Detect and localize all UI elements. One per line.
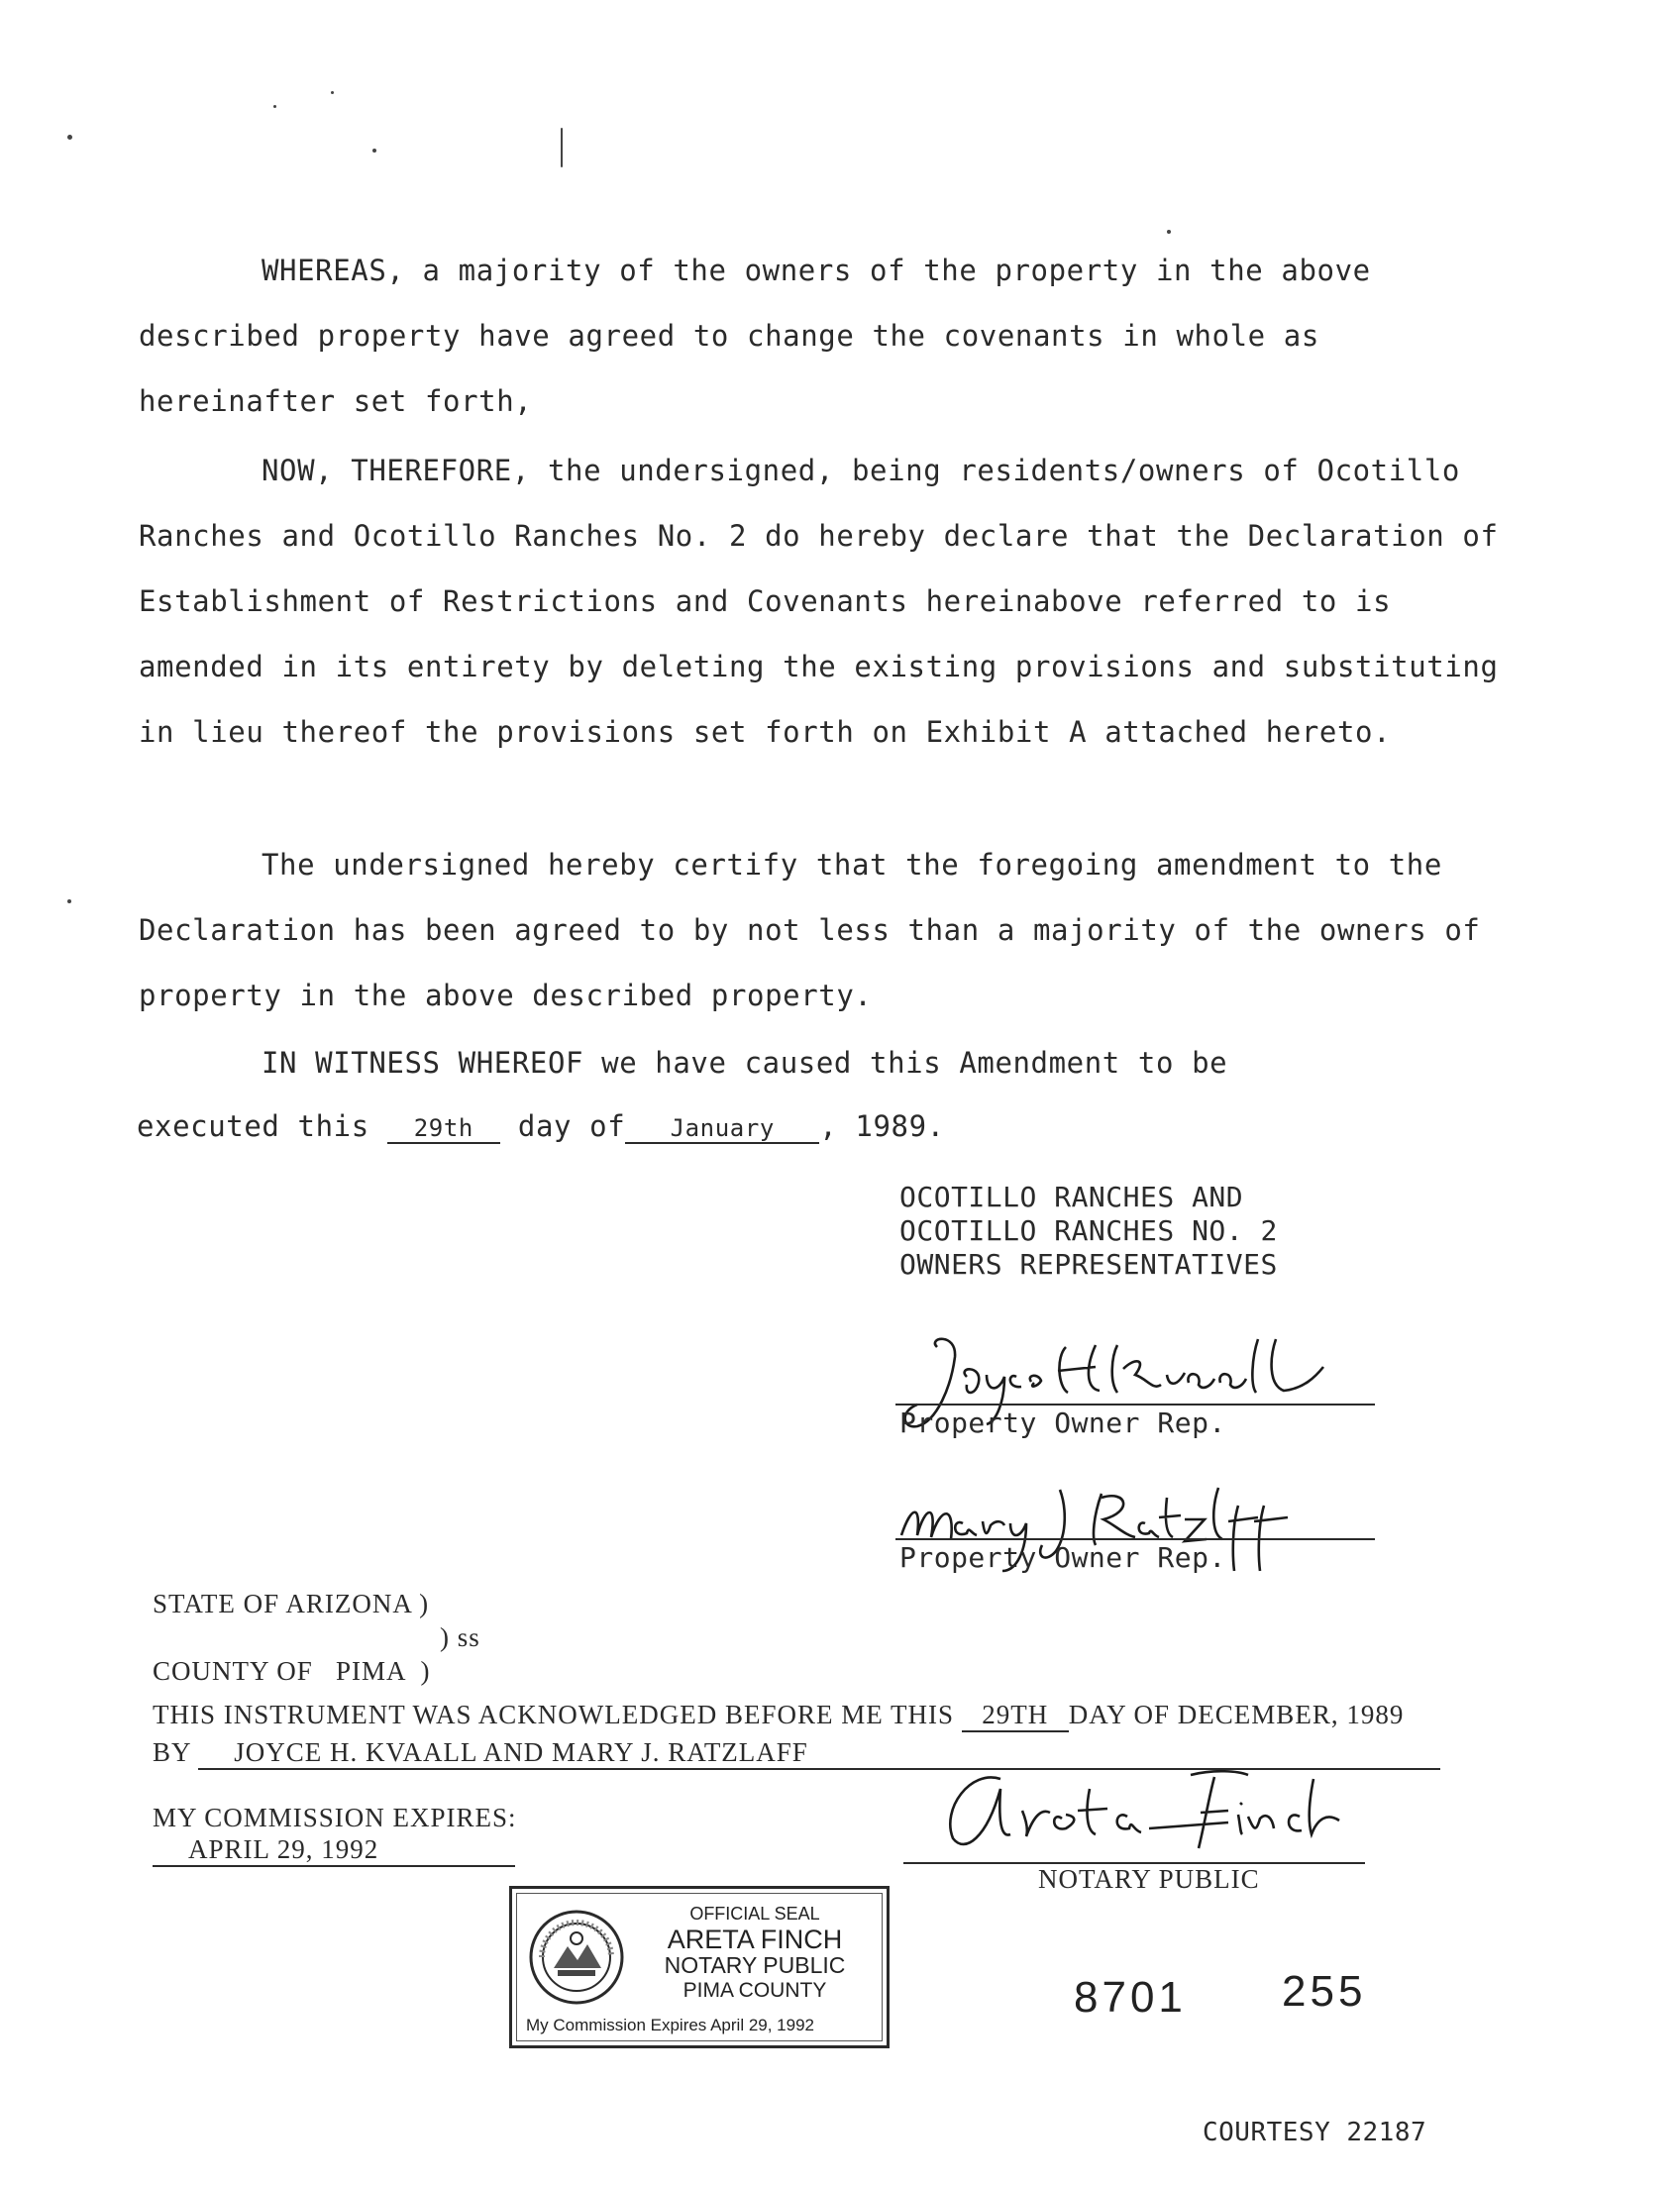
whereas-paragraph <box>139 238 1525 434</box>
acknowledgment-line <box>153 1700 1404 1732</box>
scan-speck <box>67 899 71 903</box>
courtesy-footer: COURTESY 22187 <box>1203 2118 1427 2147</box>
organization-line-1: OCOTILLO RANCHES AND <box>899 1181 1244 1213</box>
commission-date: APRIL 29, 1992 <box>153 1834 515 1867</box>
organization-block <box>899 1181 1278 1282</box>
seal-notary-public: NOTARY PUBLIC <box>664 1952 846 1978</box>
execution-month-field: January <box>625 1114 819 1144</box>
scan-speck <box>67 135 72 140</box>
scan-speck <box>372 149 376 153</box>
seal-notary-name: ARETA FINCH <box>667 1925 843 1954</box>
scan-speck <box>561 128 563 167</box>
ss-line: ) ss <box>440 1622 480 1652</box>
scan-speck <box>1167 230 1171 234</box>
acknowledgment-day-field: 29TH <box>962 1700 1069 1732</box>
signature-areta-finch <box>931 1759 1347 1858</box>
execution-mid: day of <box>517 1109 626 1143</box>
scan-speck <box>331 91 334 94</box>
county-line: COUNTY OF PIMA ) <box>153 1656 431 1686</box>
seal-county: PIMA COUNTY <box>682 1979 827 2002</box>
organization-line-2: OCOTILLO RANCHES NO. 2 <box>899 1214 1278 1247</box>
signature-label-2: Property Owner Rep. <box>899 1541 1226 1574</box>
record-book-number: 8701 <box>1074 1973 1187 2022</box>
commission-label: MY COMMISSION EXPIRES: <box>153 1803 517 1832</box>
whereas-text: WHEREAS, a majority of the owners of the property in the above described property have agreed to change the covenants in whole as hereinafter set forth, <box>139 254 1371 418</box>
organization-line-3: OWNERS REPRESENTATIVES <box>899 1248 1278 1281</box>
by-label: BY <box>153 1737 191 1767</box>
signature-line-2 <box>895 1538 1375 1540</box>
certify-paragraph <box>139 832 1525 1028</box>
witness-paragraph <box>139 1030 1525 1095</box>
official-seal-stamp <box>509 1886 890 2048</box>
signature-line-1 <box>895 1404 1375 1406</box>
scan-speck <box>273 105 276 108</box>
witness-text: IN WITNESS WHEREOF we have caused this Amendment to be <box>262 1046 1228 1080</box>
acknowledgment-suffix: DAY OF DECEMBER, 1989 <box>1068 1700 1405 1729</box>
by-names: JOYCE H. KVAALL AND MARY J. RATZLAFF <box>198 1737 1440 1770</box>
seal-title: OFFICIAL SEAL <box>689 1904 820 1924</box>
record-page-number: 255 <box>1282 1967 1367 2016</box>
certify-text: The undersigned hereby certify that the foregoing amendment to the Declaration has been agreed to by not less than a majority of the owners of property in the above described property. <box>139 848 1481 1012</box>
execution-prefix: executed this <box>137 1109 369 1143</box>
signature-label-1: Property Owner Rep. <box>899 1406 1226 1439</box>
state-line: STATE OF ARIZONA ) <box>153 1589 430 1618</box>
notary-public-label: NOTARY PUBLIC <box>1038 1864 1260 1894</box>
execution-day-field: 29th <box>387 1114 500 1144</box>
execution-line <box>137 1109 945 1144</box>
now-therefore-text: NOW, THEREFORE, the undersigned, being residents/owners of Ocotillo Ranches and Ocotillo Ranches No. 2 do hereby declare that the Declaration of Establishment of Restrictions and Covenants hereinabove referred to is amended in its entirety by deleting the existing provisions and substituting in lieu thereof the provisions set forth on Exhibit A attached hereto. <box>139 454 1499 749</box>
seal-text-block <box>631 1901 879 2004</box>
acknowledgment-prefix: THIS INSTRUMENT WAS ACKNOWLEDGED BEFORE ME THIS <box>153 1700 955 1729</box>
seal-commission-expiry: My Commission Expires April 29, 1992 <box>526 2016 815 2034</box>
execution-suffix: , 1989. <box>819 1109 945 1143</box>
arizona-state-seal-emblem <box>528 1909 625 2006</box>
now-therefore-paragraph <box>139 438 1525 765</box>
